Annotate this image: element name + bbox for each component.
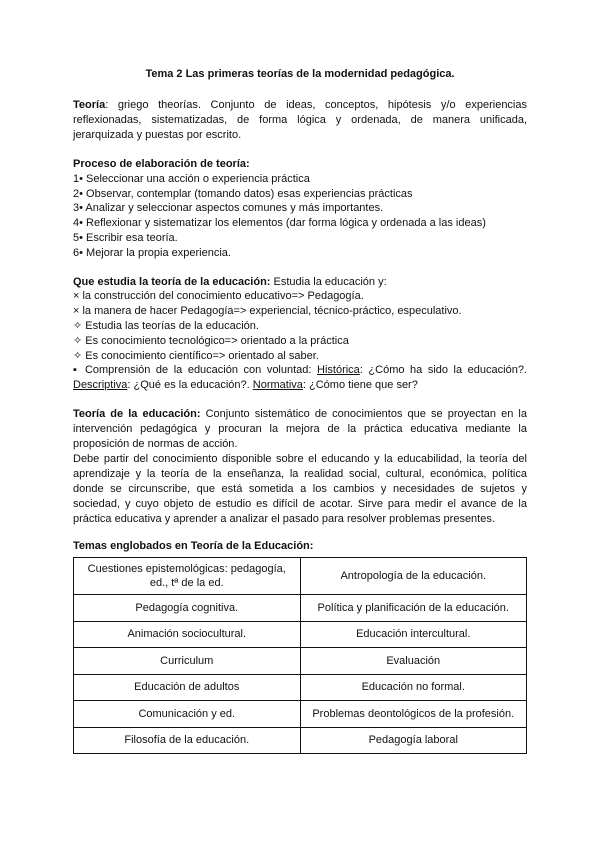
table-cell: Cuestiones epistemológicas: pedagogía, ed., tª de la ed.	[74, 558, 301, 595]
proceso-step: 3• Analizar y seleccionar aspectos comunes y más importantes.	[73, 202, 384, 215]
temas-heading: Temas englobados en Teoría de la Educación:	[73, 540, 314, 553]
table-cell: Pedagogía cognitiva.	[74, 595, 301, 622]
estudia-item: ✧ Es conocimiento científico=> orientado al saber.	[73, 349, 319, 362]
proceso-step: 6• Mejorar la propia experiencia.	[73, 246, 231, 259]
temas-table	[73, 557, 527, 754]
proceso-heading: Proceso de elaboración de teoría:	[73, 158, 250, 170]
descriptiva-label: Descriptiva	[73, 379, 128, 392]
table-row	[74, 595, 527, 622]
table-cell: Comunicación y ed.	[74, 701, 301, 728]
normativa-label: Normativa	[252, 379, 303, 392]
table-cell: Educación intercultural.	[300, 621, 527, 648]
table-row	[74, 621, 527, 648]
table-cell: Problemas deontológicos de la profesión.	[300, 701, 527, 728]
historica-label: Histórica	[317, 364, 360, 377]
teoria-educacion-section	[73, 407, 527, 527]
temas-section	[73, 539, 527, 754]
estudia-intro: Estudia la educación y:	[270, 275, 387, 288]
estudia-item: ✧ Es conocimiento tecnológico=> orientado a la práctica	[73, 334, 349, 347]
table-row	[74, 674, 527, 701]
table-cell: Curriculum	[74, 648, 301, 675]
comprension-paragraph	[73, 363, 527, 393]
table-cell: Educación de adultos	[74, 674, 301, 701]
estudia-heading: Que estudia la teoría de la educación:	[73, 275, 271, 288]
teoria-educacion-paragraph-2: Debe partir del conocimiento disponible sobre el educando y la educabilidad, la teoría del aprendizaje y la teoría de la enseñanza, la realidad social, cultural, económica, política donde se circunscribe, que está sometida a los cambios y necesidades de sujetos y sociedad, y cuyo objeto de estudio es difícil de acotar. Sirve para medir el avance de la práctica educativa y aprender a analizar el pasado para resolver problemas presentes.	[73, 453, 527, 526]
table-row	[74, 727, 527, 754]
estudia-item: ✧ Estudia las teorías de la educación.	[73, 319, 259, 332]
table-cell: Educación no formal.	[300, 674, 527, 701]
table-row	[74, 648, 527, 675]
teoria-educacion-term: Teoría de la educación:	[73, 408, 201, 421]
estudia-section	[73, 275, 527, 394]
table-cell: Evaluación	[300, 648, 527, 675]
table-row	[74, 558, 527, 595]
table-cell: Filosofía de la educación.	[74, 727, 301, 754]
teoria-term: Teoría	[73, 99, 106, 111]
comprension-line-1: ▪ Comprensión de la educación con voluntad: Histórica: ¿Cómo ha sido la educación?.	[73, 364, 527, 377]
teoria-text: : griego theorías. Conjunto de ideas, conceptos, hipótesis y/o experiencias reflexionadas, sistematizadas, de forma lógica y ordenada, de manera unificada, jerarquizada y puestas por escrito.	[73, 99, 527, 141]
estudia-heading-line	[73, 275, 527, 290]
comprension-line-2: Descriptiva: ¿Qué es la educación?. Normativa: ¿Cómo tiene que ser?	[73, 379, 418, 392]
table-cell: Pedagogía laboral	[300, 727, 527, 754]
table-row	[74, 701, 527, 728]
proceso-step: 5• Escribir esa teoría.	[73, 231, 178, 244]
table-cell: Política y planificación de la educación.	[300, 595, 527, 622]
proceso-section	[73, 157, 527, 261]
proceso-step: 4• Reflexionar y sistematizar los elementos (dar forma lógica y ordenada a las ideas)	[73, 217, 486, 230]
document-title: Tema 2 Las primeras teorías de la modernidad pedagógica.	[145, 68, 455, 80]
proceso-step: 2• Observar, contemplar (tomando datos) esas experiencias prácticas	[73, 187, 413, 200]
estudia-item: × la construcción del conocimiento educativo=> Pedagogía.	[73, 290, 364, 303]
table-cell: Antropología de la educación.	[300, 558, 527, 595]
teoria-educacion-definition: Teoría de la educación: Conjunto sistemático de conocimientos que se proyectan en la intervención pedagógica y procuran la mejora de la práctica educativa mediante la proposición de normas de acción.	[73, 408, 527, 451]
teoria-definition	[73, 98, 527, 143]
table-cell: Animación sociocultural.	[74, 621, 301, 648]
estudia-item: × la manera de hacer Pedagogía=> experiencial, técnico-práctico, especulativo.	[73, 305, 462, 318]
proceso-step: 1• Seleccionar una acción o experiencia práctica	[73, 172, 310, 185]
